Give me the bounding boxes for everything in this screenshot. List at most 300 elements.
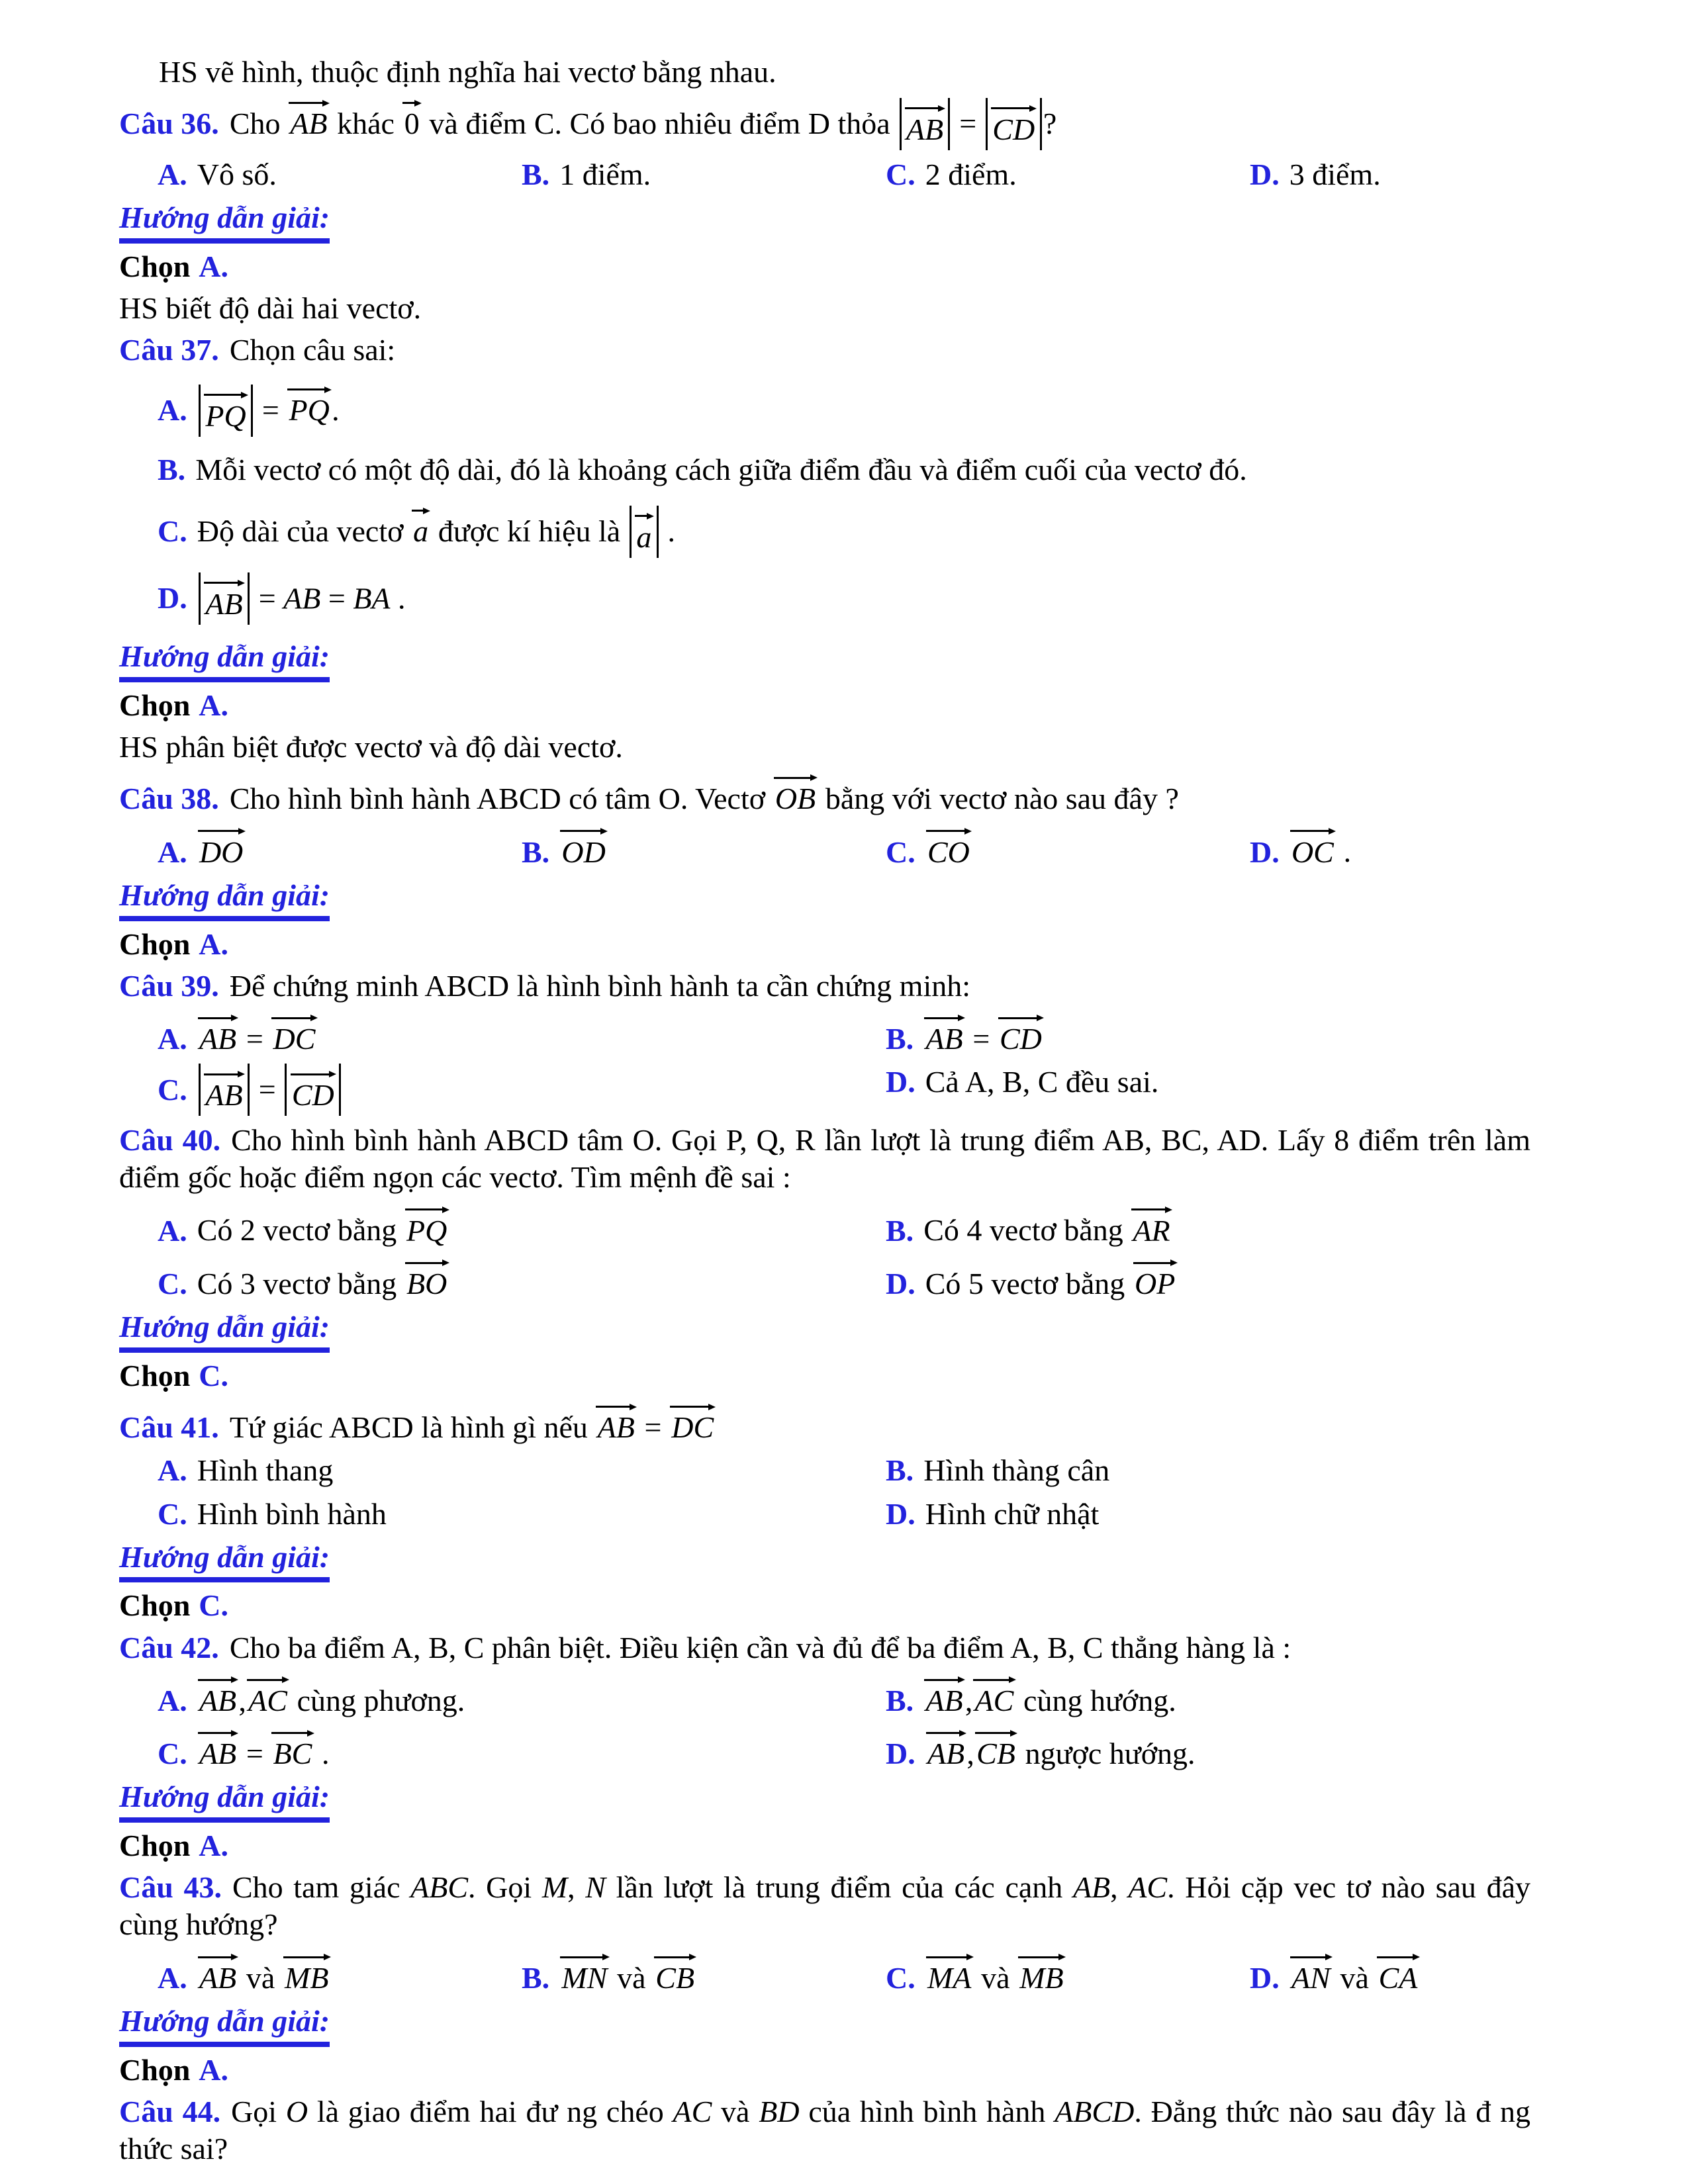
options-row — [119, 1064, 1530, 1116]
vector-arrow-icon — [198, 1675, 239, 1684]
option-item — [158, 572, 1530, 625]
vector-expression — [1376, 1950, 1419, 1994]
option-item — [158, 1725, 886, 1772]
question-label: Câu 38. — [119, 782, 219, 816]
vector-expression — [402, 95, 421, 140]
vector-arrow-icon — [905, 104, 946, 113]
vector-expression — [923, 1672, 965, 1717]
question-line — [119, 1122, 1530, 1196]
vector-letters: BC — [273, 1737, 312, 1771]
option-item — [158, 1672, 886, 1719]
vector-letters: AB — [290, 107, 328, 141]
vector-expression — [1017, 1950, 1066, 1994]
vector-expression — [634, 508, 653, 553]
text-run: cùng hướng. — [1015, 1683, 1176, 1717]
answer-line — [119, 2052, 1530, 2089]
vector-letters: CA — [1378, 1960, 1418, 1995]
vector-arrow-icon — [402, 99, 422, 108]
text-run: . — [660, 514, 676, 549]
vector-letters: MN — [561, 1960, 608, 1995]
option-item — [158, 1255, 886, 1302]
vector-expression — [283, 1950, 331, 1994]
option-item — [158, 1064, 886, 1116]
vector-letters: AN — [1291, 1960, 1331, 1995]
text-run: HS phân biệt được vectơ và độ dài vectơ. — [119, 729, 623, 764]
option-letter: B. — [522, 835, 550, 869]
vector-arrow-icon — [289, 99, 330, 108]
vector-expression — [404, 1202, 449, 1246]
option-letter: D. — [886, 1737, 915, 1771]
text-run: khác — [329, 107, 402, 141]
question-line — [119, 2093, 1530, 2167]
solution-guide-heading: Hướng dẫn giải: — [119, 1308, 330, 1353]
text-run: Cho — [229, 107, 288, 141]
vector-letters: MB — [1019, 1960, 1064, 1995]
option-letter: D. — [886, 1266, 915, 1300]
option-letter: C. — [158, 1072, 187, 1107]
text-run: và — [609, 1960, 654, 1995]
text-run: và điểm C. Có bao nhiêu điểm D thỏa — [421, 107, 898, 141]
abs-value-bars — [199, 572, 250, 625]
option-item — [1250, 156, 1530, 193]
option-letter: A. — [158, 1960, 187, 1995]
option-item — [1250, 1950, 1530, 1997]
vector-expression — [559, 823, 608, 868]
option-letter: A. — [158, 1453, 187, 1488]
text-run: Hình thàng cân — [923, 1453, 1110, 1488]
solution-guide-heading: Hướng dẫn giải: — [119, 877, 330, 921]
vector-letters: MB — [285, 1960, 329, 1995]
answer-line — [119, 687, 1530, 724]
text-run: Cho hình bình hành ABCD tâm O. Gọi P, Q, R lần lượt là trung điểm AB, BC, AD. Lấy 8 điểm trên làm điểm gốc hoặc điểm ngọn các vectơ. Tìm mệnh đề sai : — [119, 1123, 1530, 1195]
vector-letters: CD — [992, 112, 1035, 146]
options-row — [119, 1496, 1530, 1533]
vector-arrow-icon — [271, 1013, 317, 1023]
option-letter: D. — [1250, 157, 1280, 191]
answer-prefix: Chọn — [119, 688, 191, 722]
vector-letters: MA — [927, 1960, 972, 1995]
vector-arrow-icon — [670, 1402, 716, 1412]
question-line — [119, 1869, 1530, 1943]
answer-line — [119, 248, 1530, 285]
solution-guide-line — [119, 638, 1530, 682]
math-variable: AB — [283, 581, 321, 615]
option-letter: A. — [158, 157, 187, 191]
option-item — [886, 1064, 1530, 1116]
option-letter: C. — [886, 1960, 915, 1995]
vector-letters: AB — [927, 1737, 965, 1771]
vector-arrow-icon — [975, 1729, 1017, 1738]
option-item — [522, 1950, 886, 1997]
vector-letters: AB — [597, 1410, 635, 1445]
vector-arrow-icon — [998, 1013, 1044, 1023]
vector-expression — [974, 1725, 1017, 1770]
option-letter: D. — [1250, 1960, 1280, 1995]
vector-expression — [197, 1672, 239, 1717]
answer-line — [119, 1357, 1530, 1394]
text-run: , — [966, 1737, 974, 1771]
answer-letter: A. — [199, 2052, 228, 2087]
text-run: Hình chữ nhật — [925, 1496, 1100, 1531]
text-run: HS biết độ dài hai vectơ. — [119, 291, 422, 325]
answer-prefix: Chọn — [119, 1829, 191, 1863]
options-row — [119, 1672, 1530, 1719]
vector-arrow-icon — [635, 512, 654, 521]
answer-prefix: Chọn — [119, 1588, 191, 1623]
option-item — [158, 503, 1530, 558]
abs-value-bars — [285, 1064, 341, 1116]
vector-arrow-icon — [247, 1675, 289, 1684]
option-letter: B. — [158, 452, 186, 486]
math-variable: ABC — [410, 1870, 469, 1905]
vector-expression — [197, 1725, 239, 1770]
solution-guide-heading: Hướng dẫn giải: — [119, 1778, 330, 1823]
answer-line — [119, 1827, 1530, 1864]
text-run: 3 điểm. — [1289, 157, 1381, 191]
option-item — [886, 1725, 1530, 1772]
text-run: Cả A, B, C đều sai. — [925, 1065, 1159, 1099]
solution-guide-line — [119, 1308, 1530, 1353]
solution-guide-heading: Hướng dẫn giải: — [119, 1539, 330, 1583]
text-run: , — [964, 1683, 973, 1717]
option-item — [886, 823, 1250, 870]
text-run: = — [251, 581, 284, 615]
vector-letters: AC — [248, 1683, 287, 1717]
vector-arrow-icon — [926, 827, 972, 836]
vector-arrow-icon — [1133, 1258, 1178, 1267]
text-run: và — [238, 1960, 283, 1995]
text-run: 1 điểm. — [559, 157, 651, 191]
vector-arrow-icon — [198, 1013, 239, 1023]
math-variable: M — [541, 1870, 568, 1905]
text-run: và — [1332, 1960, 1377, 1995]
answer-letter: A. — [199, 688, 228, 722]
option-letter: C. — [886, 835, 915, 869]
answer-letter: C. — [199, 1588, 228, 1623]
option-item — [158, 451, 1530, 488]
option-item — [886, 156, 1250, 193]
vector-expression — [669, 1399, 716, 1443]
vector-letters: BO — [406, 1266, 447, 1300]
option-item — [886, 1496, 1530, 1533]
option-item — [158, 823, 522, 870]
solution-guide-line — [119, 1778, 1530, 1823]
option-item — [158, 1202, 886, 1249]
vector-letters: AB — [199, 1960, 237, 1995]
text-run: và — [973, 1960, 1018, 1995]
text-run: Hình bình hành — [197, 1496, 387, 1531]
text-run: Cho ba điểm A, B, C phân biệt. Điều kiện cần và đủ để ba điểm A, B, C thẳng hàng là : — [229, 1630, 1291, 1664]
vector-arrow-icon — [596, 1402, 637, 1412]
vector-letters: CB — [976, 1737, 1015, 1771]
vector-arrow-icon — [774, 774, 818, 783]
text-run: cùng phương. — [289, 1683, 465, 1717]
option-item — [522, 823, 886, 870]
vector-arrow-icon — [204, 390, 248, 400]
option-letter: B. — [886, 1213, 914, 1248]
option-letter: C. — [886, 157, 915, 191]
vector-letters: DC — [273, 1021, 316, 1056]
answer-prefix: Chọn — [119, 1358, 191, 1392]
text-run: . — [314, 1737, 330, 1771]
vector-letters: 0 — [404, 107, 420, 141]
text-run: . — [332, 393, 340, 428]
vector-letters: OB — [774, 782, 816, 816]
math-variable: AB — [1072, 1870, 1111, 1905]
option-item — [158, 1950, 522, 1997]
vector-arrow-icon — [405, 1258, 449, 1267]
option-item — [886, 1672, 1530, 1719]
vector-arrow-icon — [1131, 1205, 1172, 1214]
text-run: Tứ giác ABCD là hình gì nếu — [229, 1410, 596, 1445]
vector-letters: AB — [205, 1077, 243, 1112]
options-row — [119, 823, 1530, 870]
solution-guide-line — [119, 199, 1530, 244]
option-letter: B. — [522, 1960, 550, 1995]
vector-expression — [271, 1725, 314, 1770]
vector-letters: DC — [671, 1410, 714, 1445]
question-label: Câu 37. — [119, 333, 219, 367]
answer-letter: A. — [199, 927, 228, 961]
text-run: Cho hình bình hành ABCD có tâm O. Vectơ — [229, 782, 773, 816]
question-line — [119, 95, 1530, 150]
text-run: là giao điểm hai đư ng chéo — [308, 2094, 673, 2128]
option-letter: D. — [1250, 835, 1280, 869]
text-run: ? — [1043, 107, 1057, 141]
vector-expression — [290, 1067, 336, 1111]
math-variable: AC — [673, 2094, 712, 2128]
text-run: , — [1110, 1870, 1129, 1905]
text-run: Hình thang — [197, 1453, 334, 1488]
options-row — [119, 375, 1530, 632]
vector-letters: AB — [199, 1021, 237, 1056]
answer-line — [119, 926, 1530, 963]
text-run: Có 2 vectơ bằng — [197, 1213, 404, 1248]
answer-prefix: Chọn — [119, 927, 191, 961]
text-run: = — [964, 1021, 998, 1056]
option-item — [886, 1950, 1250, 1997]
vector-arrow-icon — [405, 1205, 449, 1214]
vector-expression — [972, 1672, 1015, 1717]
text-run: Có 3 vectơ bằng — [197, 1266, 404, 1300]
text-run: của hình bình hành — [799, 2094, 1055, 2128]
answer-prefix: Chọn — [119, 2052, 191, 2087]
text-run: = — [637, 1410, 669, 1445]
vector-expression — [653, 1950, 696, 1994]
options-row — [119, 1725, 1530, 1772]
vector-letters: CD — [291, 1077, 334, 1112]
option-letter: B. — [886, 1683, 914, 1717]
vector-arrow-icon — [654, 1952, 696, 1962]
vector-expression — [404, 1255, 449, 1300]
vector-expression — [203, 1067, 245, 1111]
option-letter: D. — [886, 1496, 915, 1531]
text-run: . Gọi — [468, 1870, 542, 1905]
option-item — [158, 1011, 886, 1058]
text-run: Mỗi vectơ có một độ dài, đó là khoảng cách giữa điểm đầu và điểm cuối của vectơ đó. — [195, 452, 1247, 486]
solution-guide-heading: Hướng dẫn giải: — [119, 199, 330, 244]
vector-letters: AR — [1133, 1213, 1170, 1248]
solution-guide-line — [119, 1539, 1530, 1583]
vector-expression — [288, 95, 330, 140]
vector-expression — [595, 1399, 637, 1443]
math-variable: AC — [1128, 1870, 1168, 1905]
text-run: Chọn câu sai: — [229, 333, 396, 367]
text-run: , — [238, 1683, 246, 1717]
text-run: Có 4 vectơ bằng — [923, 1213, 1131, 1248]
vector-expression — [559, 1950, 609, 1994]
text-run: Vô số. — [197, 157, 277, 191]
text-run: Cho tam giác — [232, 1870, 411, 1905]
option-letter: A. — [158, 393, 187, 428]
text-run: = — [951, 107, 984, 141]
vector-letters: AB — [205, 586, 243, 621]
option-item — [886, 1011, 1530, 1058]
vector-expression — [203, 387, 248, 432]
vector-arrow-icon — [287, 385, 332, 394]
vector-expression — [197, 1011, 239, 1055]
text-run: . — [390, 581, 406, 615]
vector-expression — [990, 101, 1037, 145]
option-letter: A. — [158, 1683, 187, 1717]
vector-expression — [197, 1950, 239, 1994]
note-line — [119, 290, 1530, 327]
vector-expression — [773, 770, 818, 815]
vector-arrow-icon — [991, 104, 1037, 113]
text-run: . — [1336, 835, 1352, 869]
vector-letters: AB — [199, 1683, 237, 1717]
vector-arrow-icon — [204, 578, 245, 588]
vector-letters: OP — [1135, 1266, 1176, 1300]
option-letter: B. — [522, 157, 550, 191]
text-run: Gọi — [231, 2094, 286, 2128]
question-label: Câu 44. — [119, 2094, 221, 2128]
options-row — [119, 1452, 1530, 1489]
text-run: được kí hiệu là — [430, 514, 628, 549]
vector-letters: a — [413, 514, 429, 549]
vector-arrow-icon — [204, 1069, 245, 1079]
option-item — [158, 1452, 886, 1489]
vector-letters: OD — [561, 835, 606, 869]
abs-value-bars — [199, 385, 253, 437]
vector-expression — [925, 1950, 974, 1994]
option-letter: D. — [158, 581, 187, 615]
vector-arrow-icon — [1290, 1952, 1333, 1962]
vector-arrow-icon — [1290, 827, 1336, 836]
question-label: Câu 43. — [119, 1870, 222, 1905]
text-run: = — [238, 1021, 271, 1056]
options-row — [119, 1011, 1530, 1058]
vector-expression — [287, 382, 332, 426]
vector-arrow-icon — [198, 1952, 239, 1962]
math-variable: BA — [353, 581, 391, 615]
vector-arrow-icon — [283, 1952, 331, 1962]
vector-expression — [1131, 1202, 1172, 1246]
answer-letter: C. — [199, 1358, 228, 1392]
vector-expression — [998, 1011, 1044, 1055]
vector-letters: PQ — [205, 398, 246, 433]
vector-expression — [923, 1011, 965, 1055]
vector-arrow-icon — [271, 1729, 314, 1738]
question-line — [119, 1399, 1530, 1446]
option-letter: C. — [158, 1737, 187, 1771]
answer-prefix: Chọn — [119, 249, 191, 283]
vector-expression — [203, 575, 245, 619]
option-item — [158, 156, 522, 193]
text-run: , — [567, 1870, 586, 1905]
vector-arrow-icon — [924, 1675, 965, 1684]
vector-arrow-icon — [198, 827, 246, 836]
abs-value-bars — [986, 98, 1042, 150]
math-variable: BD — [759, 2094, 800, 2128]
question-label: Câu 42. — [119, 1630, 219, 1664]
vector-letters: AB — [906, 112, 944, 146]
vector-arrow-icon — [291, 1069, 336, 1079]
option-letter: C. — [158, 1266, 187, 1300]
text-run: ngược hướng. — [1017, 1737, 1196, 1771]
option-letter: A. — [158, 835, 187, 869]
vector-expression — [1289, 823, 1336, 868]
text-run: = — [320, 581, 353, 615]
answer-letter: A. — [199, 249, 228, 283]
option-letter: C. — [158, 1496, 187, 1531]
vector-letters: CD — [1000, 1021, 1042, 1056]
vector-arrow-icon — [926, 1952, 974, 1962]
question-line — [119, 770, 1530, 817]
abs-value-bars — [900, 98, 951, 150]
text-run: = — [238, 1737, 271, 1771]
option-item — [158, 1496, 886, 1533]
note-line — [119, 729, 1530, 766]
vector-expression — [1133, 1255, 1178, 1300]
math-variable: N — [585, 1870, 606, 1905]
vector-arrow-icon — [1377, 1952, 1419, 1962]
question-line — [119, 332, 1530, 369]
text-run: bằng với vectơ nào sau đây ? — [818, 782, 1179, 816]
text-run: Độ dài của vectơ — [197, 514, 411, 549]
vector-arrow-icon — [412, 506, 431, 516]
text-run: Để chứng minh ABCD là hình bình hành ta cần chứng minh: — [229, 968, 971, 1003]
option-letter: B. — [886, 1453, 914, 1488]
text-run: = — [251, 1072, 284, 1107]
text-run: HS vẽ hình, thuộc định nghĩa hai vectơ bằng nhau. — [159, 55, 776, 89]
question-line — [119, 968, 1530, 1005]
text-run: . Đẳng thức nào sau đây là đ ng thức sai? — [119, 2094, 1531, 2165]
option-item — [886, 1202, 1530, 1249]
vector-arrow-icon — [926, 1729, 967, 1738]
text-run: và — [712, 2094, 759, 2128]
vector-letters: a — [636, 520, 652, 554]
vector-arrow-icon — [560, 827, 608, 836]
option-letter: A. — [158, 1213, 187, 1248]
vector-expression — [925, 823, 972, 868]
vector-expression — [271, 1011, 317, 1055]
question-label: Câu 41. — [119, 1410, 219, 1445]
vector-letters: CO — [927, 835, 970, 869]
vector-expression — [925, 1725, 967, 1770]
vector-arrow-icon — [198, 1729, 239, 1738]
math-variable: O — [285, 2094, 308, 2128]
text-run: = — [254, 393, 287, 428]
note-line — [119, 54, 1530, 91]
question-label: Câu 36. — [119, 107, 219, 141]
vector-letters: AB — [925, 1683, 963, 1717]
vector-expression — [411, 503, 430, 547]
vector-letters: AB — [925, 1021, 963, 1056]
text-run: Có 5 vectơ bằng — [925, 1266, 1133, 1300]
option-letter: A. — [158, 1021, 187, 1056]
abs-value-bars — [630, 506, 659, 558]
